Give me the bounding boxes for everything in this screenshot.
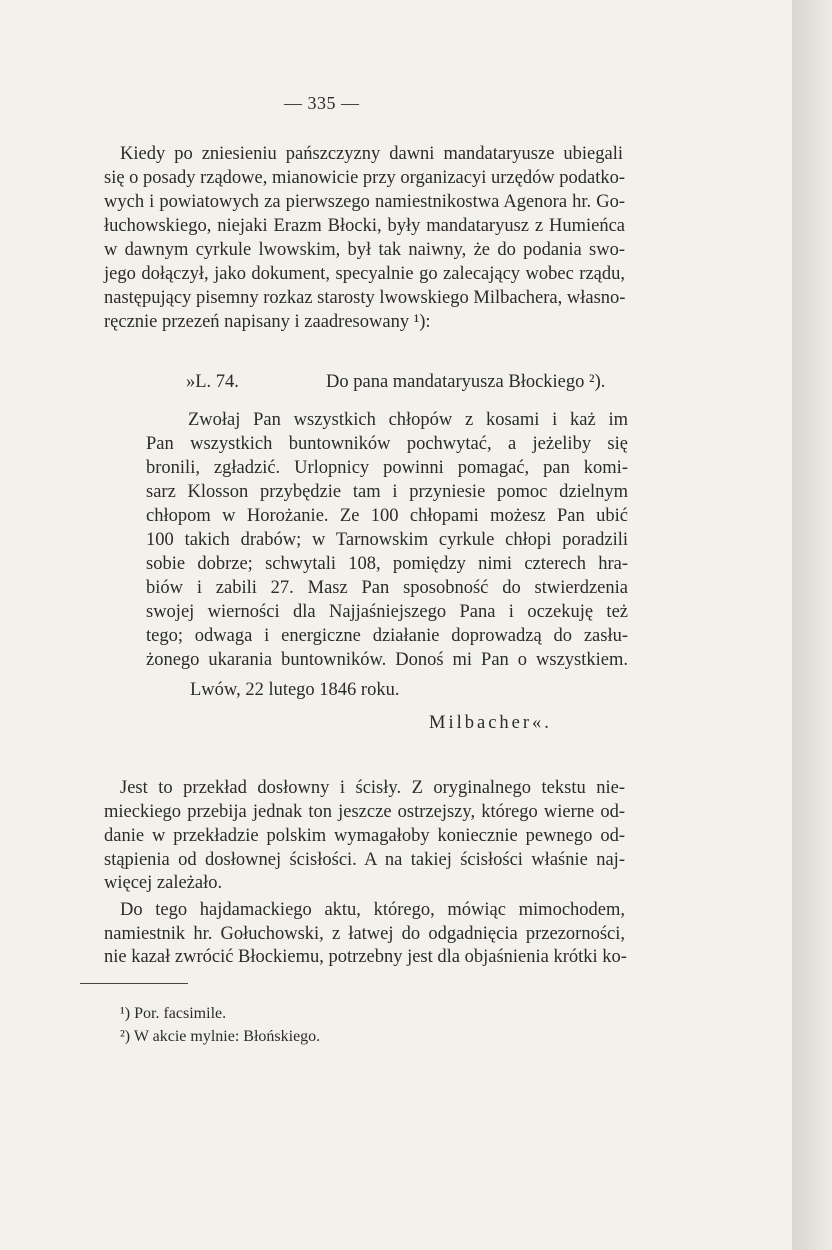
- intro-line: się o posady rządowe, mianowicie przy organizacyi urzędów podatko-: [104, 168, 626, 188]
- letter-line: sarz Klosson przybędzie tam i przyniesie pomoc dzielnym: [146, 482, 628, 502]
- letter-line: żonego ukarania buntowników. Donoś mi Pan o wszystkiem.: [146, 650, 628, 670]
- footnote-rule: [80, 983, 188, 984]
- letter-line: chłopom w Horożanie. Ze 100 chłopami możesz Pan ubić: [146, 506, 628, 526]
- letter-line: 100 takich drabów; w Tarnowskim cyrkule chłopi poradzili: [146, 530, 628, 550]
- intro-line: łuchowskiego, niejaki Erazm Błocki, były mandataryusz z Humieńca: [104, 216, 625, 236]
- letter-line: biów i zabili 27. Masz Pan sposobność do stwierdzenia: [146, 578, 628, 598]
- intro-line: następujący pisemny rozkaz starosty lwowskiego Milbachera, własno-: [104, 288, 626, 308]
- footnote-1: ¹) Por. facsimile.: [120, 1005, 227, 1022]
- paragraph-line: mieckiego przebija jednak ton jeszcze ostrzejszy, którego wierne od-: [104, 802, 625, 822]
- letter-line: Pan wszystkich buntowników pochwytać, a jeżeliby się: [146, 434, 628, 454]
- letter-line: sobie dobrze; schwytali 108, pomiędzy nimi czterech hra-: [146, 554, 628, 574]
- paragraph-line: danie w przekładzie polskim wymagałoby koniecznie pewnego od-: [104, 826, 625, 846]
- letter-line: tego; odwaga i energiczne działanie doprowadzą do zasłu-: [146, 626, 628, 646]
- page-edge: [792, 0, 832, 1250]
- paragraph-line: więcej zależało.: [104, 873, 223, 893]
- intro-line: ręcznie przezeń napisany i zaadresowany ¹):: [104, 312, 431, 332]
- intro-line: wych i powiatowych za pierwszego namiestnikostwa Agenora hr. Go-: [104, 192, 625, 212]
- paragraph-line: namiestnik hr. Gołuchowski, z łatwej do odgadnięcia przezorności,: [104, 924, 625, 944]
- letter-line: bronili, zgładzić. Urlopnicy powinni pomagać, pan komi-: [146, 458, 628, 478]
- intro-line: w dawnym cyrkule lwowskim, był tak naiwny, że do podania swo-: [104, 240, 625, 260]
- footnote-2: ²) W akcie mylnie: Błońskiego.: [120, 1028, 321, 1045]
- letter-line: swojej wierności dla Najjaśniejszego Pana i oczekuję też: [146, 602, 628, 622]
- letter-signature: Milbacher«.: [429, 713, 552, 733]
- letter-address: Do pana mandataryusza Błockiego ²).: [326, 372, 606, 392]
- intro-line: Kiedy po zniesieniu pańszczyzny dawni mandataryusze ubiegali: [120, 144, 623, 164]
- paragraph-line: stąpienia od dosłownej ścisłości. A na takiej ścisłości właśnie naj-: [104, 850, 625, 870]
- paragraph-line: nie kazał zwrócić Błockiemu, potrzebny jest dla objaśnienia krótki ko-: [104, 947, 627, 967]
- letter-date-place: Lwów, 22 lutego 1846 roku.: [190, 680, 400, 700]
- paragraph-line: Jest to przekład dosłowny i ścisły. Z oryginalnego tekstu nie-: [120, 778, 625, 798]
- letter-reference: »L. 74.: [186, 372, 239, 392]
- page-number: — 335 —: [284, 93, 360, 113]
- intro-line: jego dołączył, jako dokument, specyalnie go zalecający wobec rządu,: [104, 264, 625, 284]
- letter-line: Zwołaj Pan wszystkich chłopów z kosami i każ im: [188, 410, 628, 430]
- paragraph-line: Do tego hajdamackiego aktu, którego, mówiąc mimochodem,: [120, 900, 625, 920]
